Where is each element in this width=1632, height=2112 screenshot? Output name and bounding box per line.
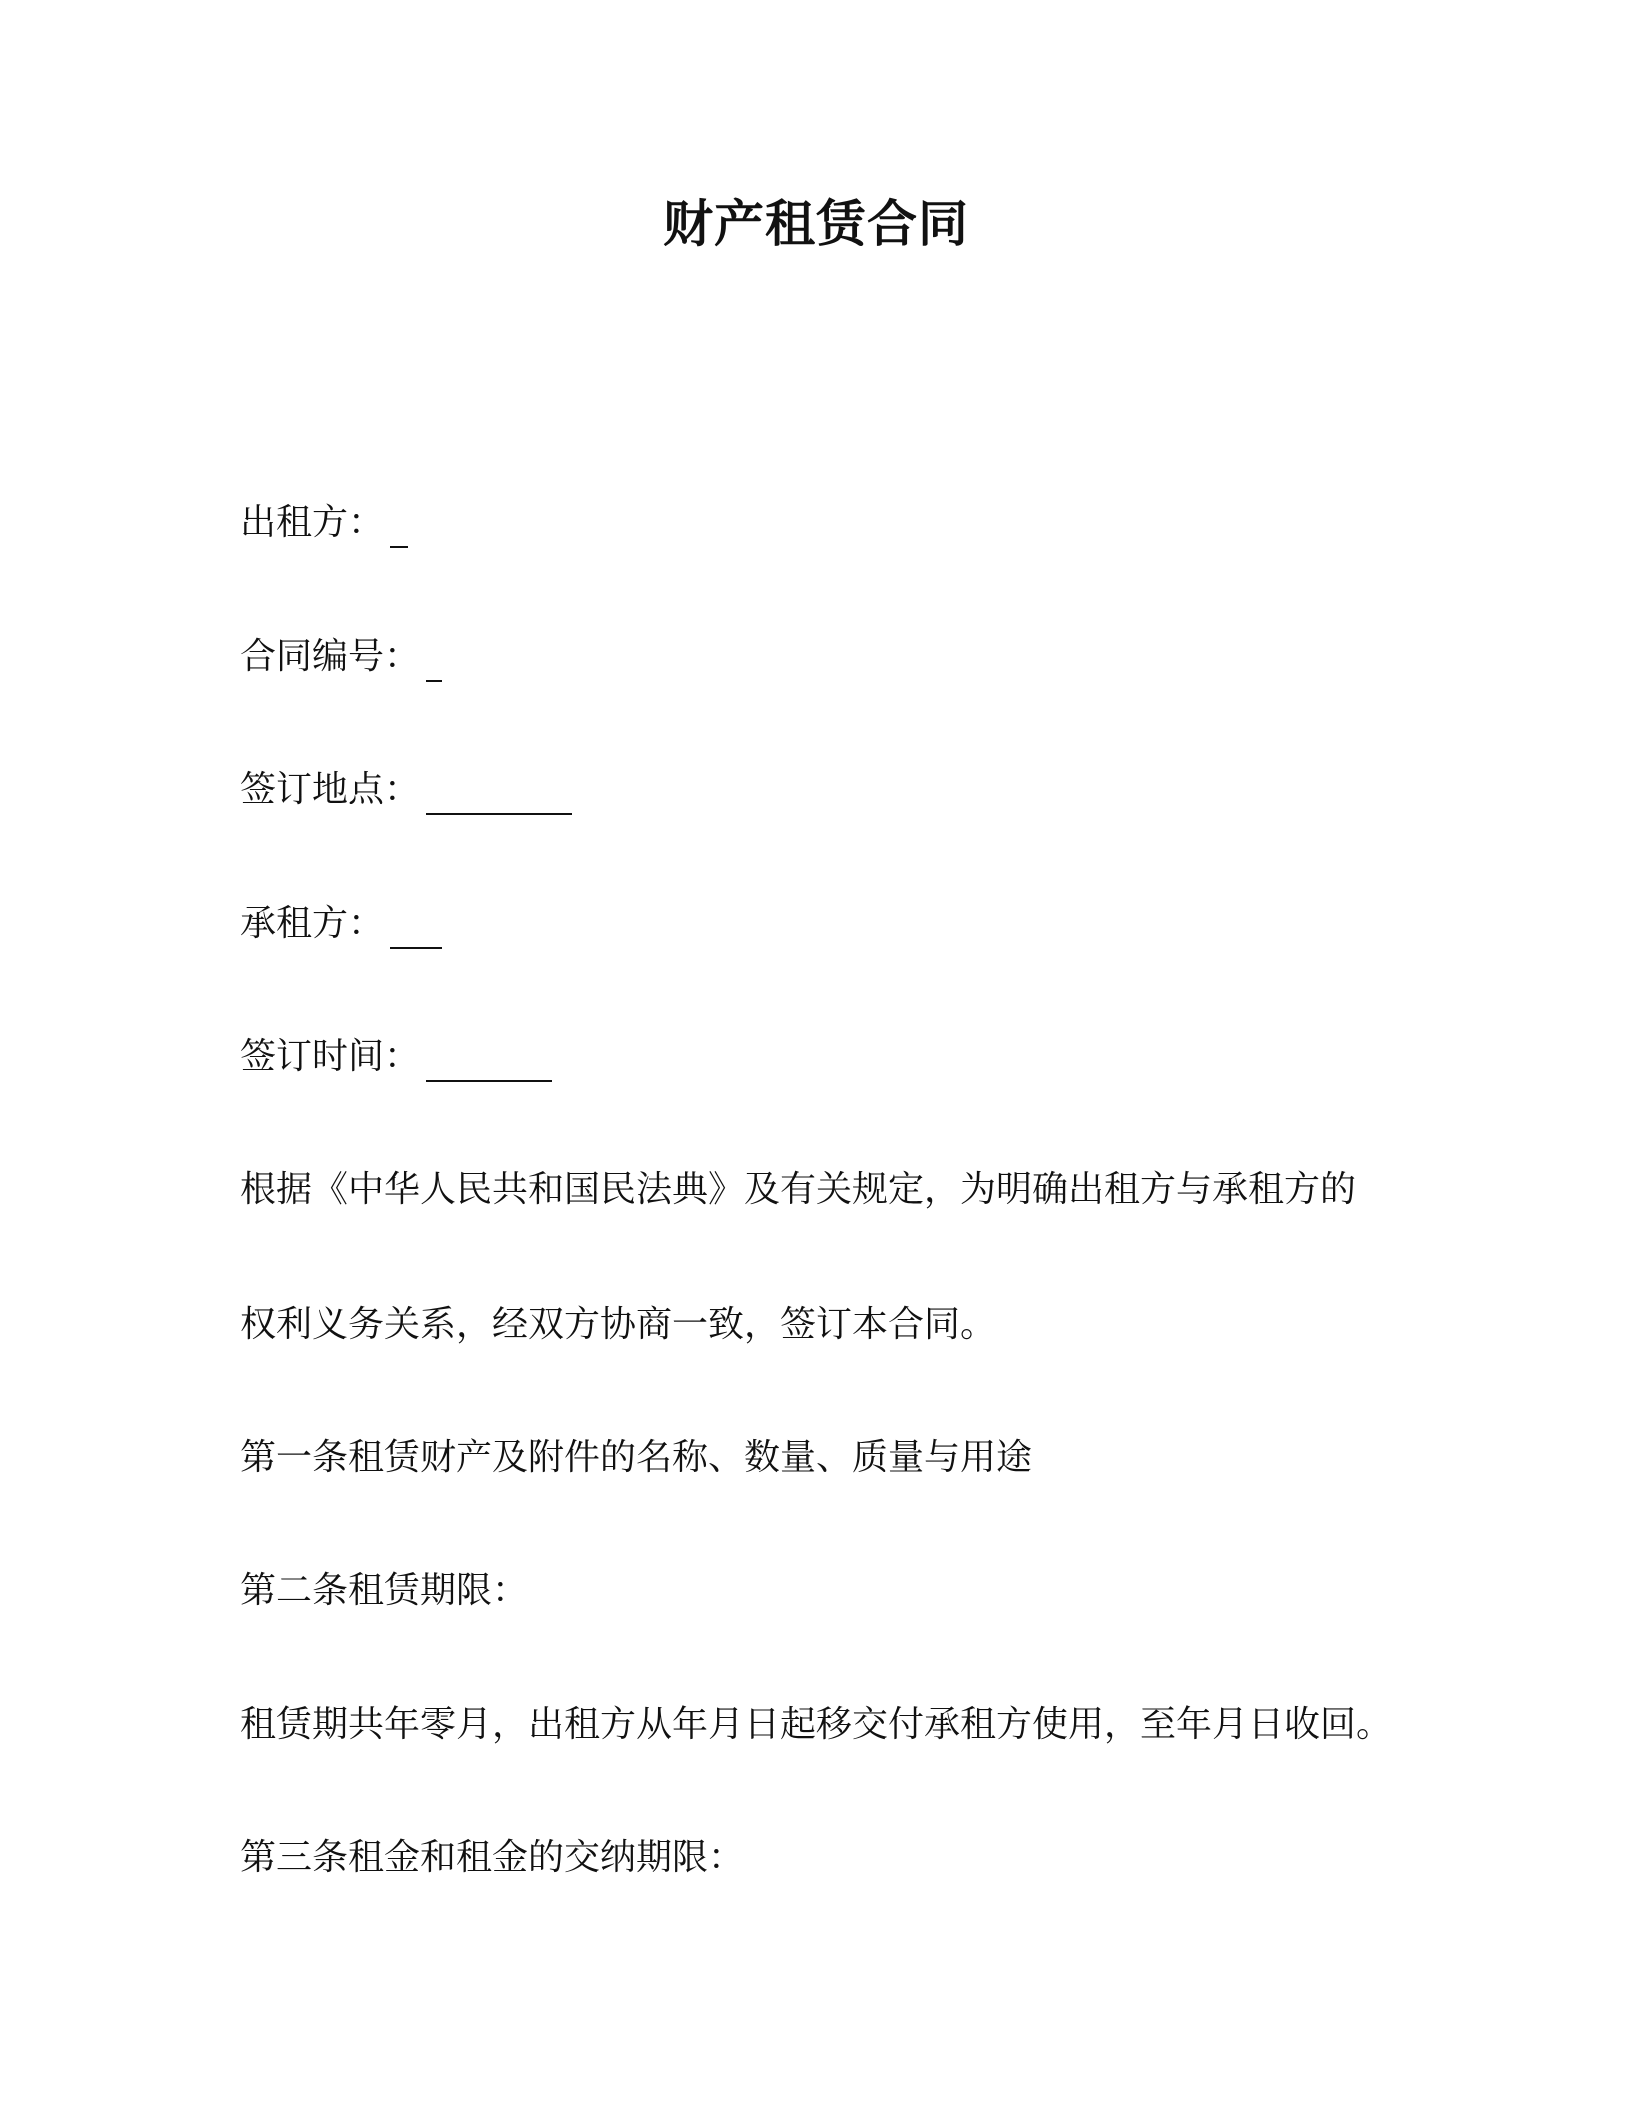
field-contract-number-label: 合同编号： xyxy=(240,636,421,677)
paragraph-preamble-1: 根据《中华人民共和国民法典》及有关规定，为明确出租方与承租方的 xyxy=(240,1169,1357,1210)
article-1-heading: 第一条租赁财产及附件的名称、数量、质量与用途 xyxy=(240,1437,1033,1478)
field-signing-time-label: 签订时间： xyxy=(240,1036,421,1077)
field-signing-place-label: 签订地点： xyxy=(240,769,421,810)
field-lessor-blank xyxy=(390,516,408,548)
field-signing-time xyxy=(240,1033,552,1082)
article-2-body: 租赁期共年零月，出租方从年月日起移交付承租方使用，至年月日收回。 xyxy=(240,1704,1393,1745)
field-signing-time-blank xyxy=(426,1050,552,1082)
field-lessor xyxy=(240,499,408,548)
field-lessee-blank xyxy=(390,917,442,949)
field-signing-place xyxy=(240,766,572,815)
paragraph-preamble-2: 权利义务关系，经双方协商一致，签订本合同。 xyxy=(240,1304,997,1345)
field-signing-place-blank xyxy=(426,783,572,815)
article-3-heading: 第三条租金和租金的交纳期限： xyxy=(240,1837,745,1878)
field-lessor-label: 出租方： xyxy=(240,502,385,543)
field-lessee-label: 承租方： xyxy=(240,903,385,944)
field-contract-number xyxy=(240,633,442,682)
article-2-heading: 第二条租赁期限： xyxy=(240,1570,529,1611)
field-lessee xyxy=(240,900,442,949)
document-title: 财产租赁合同 xyxy=(663,195,969,253)
field-contract-number-blank xyxy=(426,650,442,682)
